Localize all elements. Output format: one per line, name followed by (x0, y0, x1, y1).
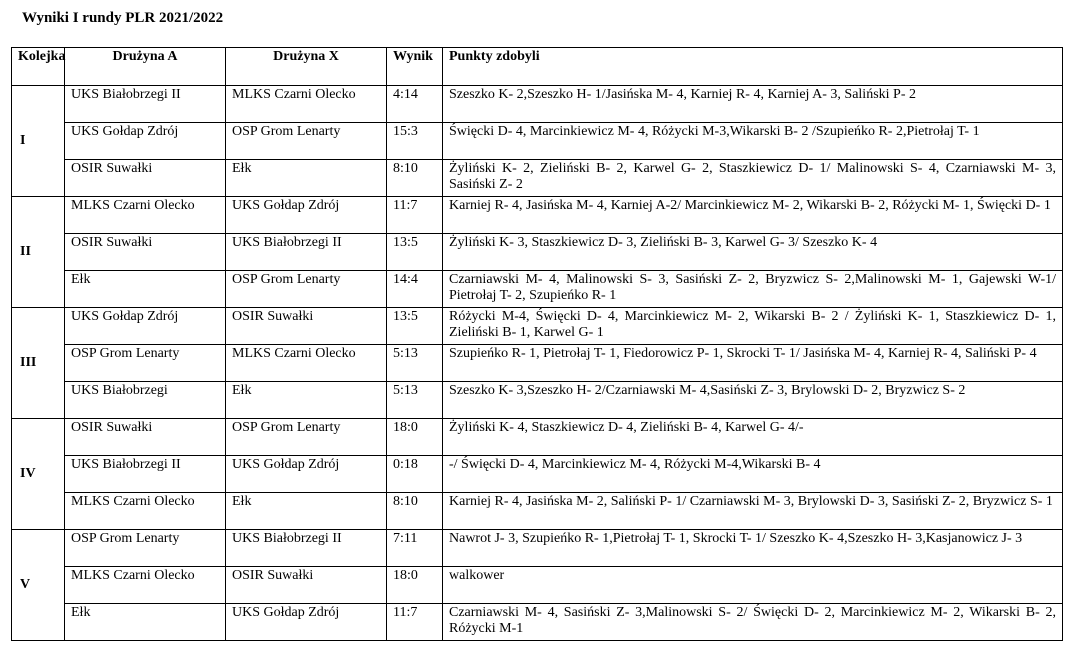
table-row (12, 493, 1063, 530)
header-points: Punkty zdobyli (443, 48, 1063, 86)
table-row (12, 123, 1063, 160)
team-a-cell: UKS Białobrzegi II (65, 456, 226, 493)
points-cell: walkower (443, 567, 1063, 604)
team-x-cell: Ełk (226, 382, 387, 419)
table-row (12, 456, 1063, 493)
points-cell: Różycki M-4, Święcki D- 4, Marcinkiewicz M- 2, Wikarski B- 2 / Żyliński K- 1, Staszkiewicz D- 1, Zieliński B- 1, Karwel G- 1 (443, 308, 1063, 345)
score-cell: 11:7 (387, 604, 443, 641)
table-row (12, 197, 1063, 234)
team-x-cell: OSP Grom Lenarty (226, 419, 387, 456)
points-cell: Szeszko K- 2,Szeszko H- 1/Jasińska M- 4, Karniej R- 4, Karniej A- 3, Saliński P- 2 (443, 86, 1063, 123)
header-score: Wynik (387, 48, 443, 86)
score-cell: 4:14 (387, 86, 443, 123)
score-cell: 5:13 (387, 345, 443, 382)
round-cell: IV (12, 419, 65, 530)
page-title: Wyniki I rundy PLR 2021/2022 (22, 10, 224, 26)
score-cell: 8:10 (387, 160, 443, 197)
points-cell: Karniej R- 4, Jasińska M- 4, Karniej A-2/ Marcinkiewicz M- 2, Wikarski B- 2, Różycki M- 1, Święcki D- 1 (443, 197, 1063, 234)
score-cell: 8:10 (387, 493, 443, 530)
team-a-cell: UKS Białobrzegi (65, 382, 226, 419)
points-cell: Szupieńko R- 1, Pietrołaj T- 1, Fiedorowicz P- 1, Skrocki T- 1/ Jasińska M- 4, Karniej R- 4, Saliński P- 4 (443, 345, 1063, 382)
table-row (12, 604, 1063, 641)
score-cell: 0:18 (387, 456, 443, 493)
score-cell: 13:5 (387, 308, 443, 345)
points-cell: Czarniawski M- 4, Malinowski S- 3, Sasiński Z- 2, Bryzwicz S- 2,Malinowski M- 1, Gajewski W-1/ Pietrołaj T- 2, Szupieńko R- 1 (443, 271, 1063, 308)
table-row (12, 382, 1063, 419)
team-x-cell: OSIR Suwałki (226, 308, 387, 345)
round-cell: I (12, 86, 65, 197)
table-row (12, 419, 1063, 456)
table-row (12, 345, 1063, 382)
team-a-cell: MLKS Czarni Olecko (65, 197, 226, 234)
points-cell: Karniej R- 4, Jasińska M- 2, Saliński P- 1/ Czarniawski M- 3, Brylowski D- 3, Sasiński Z- 2, Bryzwicz S- 1 (443, 493, 1063, 530)
team-x-cell: OSP Grom Lenarty (226, 271, 387, 308)
team-x-cell: Ełk (226, 160, 387, 197)
header-round: Kolejka (12, 48, 65, 86)
points-cell: Święcki D- 4, Marcinkiewicz M- 4, Różycki M-3,Wikarski B- 2 /Szupieńko R- 2,Pietrołaj T- 1 (443, 123, 1063, 160)
team-a-cell: OSIR Suwałki (65, 419, 226, 456)
round-cell: II (12, 197, 65, 308)
team-a-cell: UKS Gołdap Zdrój (65, 123, 226, 160)
score-cell: 11:7 (387, 197, 443, 234)
score-cell: 18:0 (387, 567, 443, 604)
score-cell: 5:13 (387, 382, 443, 419)
team-a-cell: UKS Białobrzegi II (65, 86, 226, 123)
points-cell: Czarniawski M- 4, Sasiński Z- 3,Malinowski S- 2/ Święcki D- 2, Marcinkiewicz M- 2, Wikarski B- 2, Różycki M-1 (443, 604, 1063, 641)
team-a-cell: Ełk (65, 271, 226, 308)
team-x-cell: Ełk (226, 493, 387, 530)
table-row (12, 567, 1063, 604)
table-row (12, 308, 1063, 345)
team-a-cell: MLKS Czarni Olecko (65, 567, 226, 604)
score-cell: 7:11 (387, 530, 443, 567)
points-cell: Szeszko K- 3,Szeszko H- 2/Czarniawski M- 4,Sasiński Z- 3, Brylowski D- 2, Bryzwicz S- 2 (443, 382, 1063, 419)
team-x-cell: UKS Białobrzegi II (226, 234, 387, 271)
team-x-cell: UKS Gołdap Zdrój (226, 197, 387, 234)
team-a-cell: OSIR Suwałki (65, 160, 226, 197)
team-x-cell: UKS Gołdap Zdrój (226, 604, 387, 641)
team-x-cell: OSP Grom Lenarty (226, 123, 387, 160)
table-row (12, 160, 1063, 197)
team-a-cell: MLKS Czarni Olecko (65, 493, 226, 530)
team-a-cell: UKS Gołdap Zdrój (65, 308, 226, 345)
header-team-x: Drużyna X (226, 48, 387, 86)
points-cell: Nawrot J- 3, Szupieńko R- 1,Pietrołaj T- 1, Skrocki T- 1/ Szeszko K- 4,Szeszko H- 3,Kasjanowicz J- 3 (443, 530, 1063, 567)
team-a-cell: OSP Grom Lenarty (65, 345, 226, 382)
round-cell: III (12, 308, 65, 419)
header-team-a: Drużyna A (65, 48, 226, 86)
table-row (12, 271, 1063, 308)
header-row (12, 48, 1063, 86)
points-cell: Żyliński K- 4, Staszkiewicz D- 4, Zieliński B- 4, Karwel G- 4/- (443, 419, 1063, 456)
table-row (12, 530, 1063, 567)
score-cell: 14:4 (387, 271, 443, 308)
table-row (12, 234, 1063, 271)
team-a-cell: OSP Grom Lenarty (65, 530, 226, 567)
points-cell: Żyliński K- 3, Staszkiewicz D- 3, Zieliński B- 3, Karwel G- 3/ Szeszko K- 4 (443, 234, 1063, 271)
team-x-cell: OSIR Suwałki (226, 567, 387, 604)
score-cell: 13:5 (387, 234, 443, 271)
results-table (11, 47, 1063, 641)
score-cell: 18:0 (387, 419, 443, 456)
points-cell: Żyliński K- 2, Zieliński B- 2, Karwel G- 2, Staszkiewicz D- 1/ Malinowski S- 4, Czarniawski M- 3, Sasiński Z- 2 (443, 160, 1063, 197)
points-cell: -/ Święcki D- 4, Marcinkiewicz M- 4, Różycki M-4,Wikarski B- 4 (443, 456, 1063, 493)
team-a-cell: Ełk (65, 604, 226, 641)
team-x-cell: UKS Gołdap Zdrój (226, 456, 387, 493)
results-body (12, 86, 1063, 641)
team-a-cell: OSIR Suwałki (65, 234, 226, 271)
score-cell: 15:3 (387, 123, 443, 160)
team-x-cell: MLKS Czarni Olecko (226, 345, 387, 382)
team-x-cell: UKS Białobrzegi II (226, 530, 387, 567)
round-cell: V (12, 530, 65, 641)
table-row (12, 86, 1063, 123)
team-x-cell: MLKS Czarni Olecko (226, 86, 387, 123)
